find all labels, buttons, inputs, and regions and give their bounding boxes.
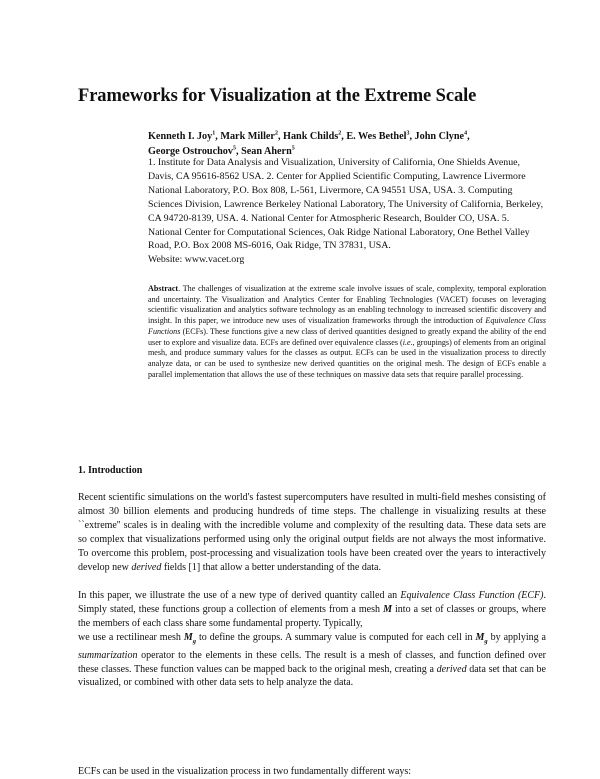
author-name: Hank Childs [283, 131, 339, 142]
author-affiliation-mark: 1 [212, 130, 216, 137]
author-list: Kenneth I. Joy$^1$, Mark Miller$^2$, Hank Childs$^2$, E. Wes Bethel$^3$, John Clyne$^4$, George Ostrouchov$^5$, Sean Ahern$^5$ [148, 130, 470, 157]
author-name: E. Wes Bethel [346, 131, 407, 142]
ecf-term: Equivalence Class Functions [148, 316, 547, 336]
author-name: Mark Miller [220, 131, 275, 142]
author-name: Kenneth I. Joy [148, 131, 213, 142]
math-symbol-Mg: $M_g$ [183, 631, 197, 645]
section-heading-introduction: 1. Introduction [78, 465, 143, 476]
abstract-label: Abstract [148, 284, 179, 293]
intro-paragraph-1: Recent scientific simulations on the world's fastest supercomputers have resulted in multi-field meshes consisting of almost 30 billion elements and producing hundreds of time steps. The challenge in visualizing results at these ``extreme'' scales is in dealing with the incredible volume and complexity of the resulting data. These data sets are so complex that visualizations performed using only the original output fields are not always the most informative. To overcome this problem, post-processing and visualization tools have been created over the years to interactively develop new derived fields [1] that allow a better understanding of the data. [78, 492, 546, 573]
ecf-definition-term: Equivalence Class Function (ECF) [400, 590, 544, 601]
author-affiliation-mark: 5 [232, 145, 236, 152]
website-link[interactable]: Website: www.vacet.org [148, 254, 245, 266]
intro-paragraph-3: ECFs can be used in the visualization process in two fundamentally different ways: [78, 766, 412, 777]
author-affiliation-mark: 2 [274, 130, 278, 137]
author-affiliation-mark: 3 [406, 130, 410, 137]
intro-paragraph-2: In this paper, we illustrate the use of a new type of derived quantity called an Equivalence Class Function (ECF). Simply stated, these functions group a collection of elements from a mesh M into a set of classes or groups, where the members of each class share some fundamental property. Typically, we use a rectilinear mesh $M_g$ to define the groups. A summary value is computed for each cell in $M_g$ by applying a summarization operator to the elements in these cells. The result is a mesh of classes, and function defined over these classes. These function values can be mapped back to the original mesh, creating a derived data set that can be visualized, or combined with other data sets to help analyze the data. [78, 590, 546, 689]
author-affiliation-mark: 4 [464, 130, 468, 137]
author-name: John Clyne [414, 131, 465, 142]
author-name: George Ostrouchov [148, 146, 233, 157]
author-affiliation-mark: 5 [291, 145, 295, 152]
affiliations [148, 156, 544, 267]
paper-title: Frameworks for Visualization at the Extreme Scale [78, 86, 477, 106]
author-affiliation-mark: 2 [338, 130, 342, 137]
math-symbol-M: M [383, 603, 392, 615]
abstract: Abstract. The challenges of visualization at the extreme scale involve issues of scale, complexity, temporal exploration and uncertainty. The Visualization and Analytics Center for Enabling Technologies (VACET) focuses on leveraging scientific visualization and analytics software technology as an enabling technology to increased scientific discovery and insight. In this paper, we introduce new uses of visualization frameworks through the introduction of Equivalence Class Functions (ECFs). These functions give a new class of derived quantities designed to greatly expand the ability of the end user to explore and visualize data. ECFs are defined over equivalence classes (i.e., groupings) of elements from an original mesh, and produce summary values for the classes as output. ECFs can be used in the visualization process to directly analyze data, or can be used to synthesize new derived quantities on the original mesh. The design of ECFs enable a parallel implementation that allows the use of these techniques on massive data sets that require parallel processing. [148, 284, 547, 379]
math-symbol-Mg: $M_g$ [475, 631, 488, 645]
affiliations-text: 1. Institute for Data Analysis and Visualization, University of California, One Shields Avenue, Davis, CA 95616-8562 USA. 2. Center for Applied Scientific Computing, Lawrence Livermore National Laboratory, P.O. Box 808, L-561, Livermore, CA 94551 USA, USA. 3. Computing Sciences Division, Lawrence Berkeley National Laboratory, The University of California, Berkeley, CA 94720-8139, USA. 4. National Center for Atmospheric Research, Boulder CO, USA. 5. National Center for Computational Sciences, Oak Ridge National Laboratory, One Bethel Valley Road, P.O. Box 2008 MS-6016, Oak Ridge, TN 37831, USA. [148, 157, 544, 252]
author-name: Sean Ahern [241, 146, 292, 157]
